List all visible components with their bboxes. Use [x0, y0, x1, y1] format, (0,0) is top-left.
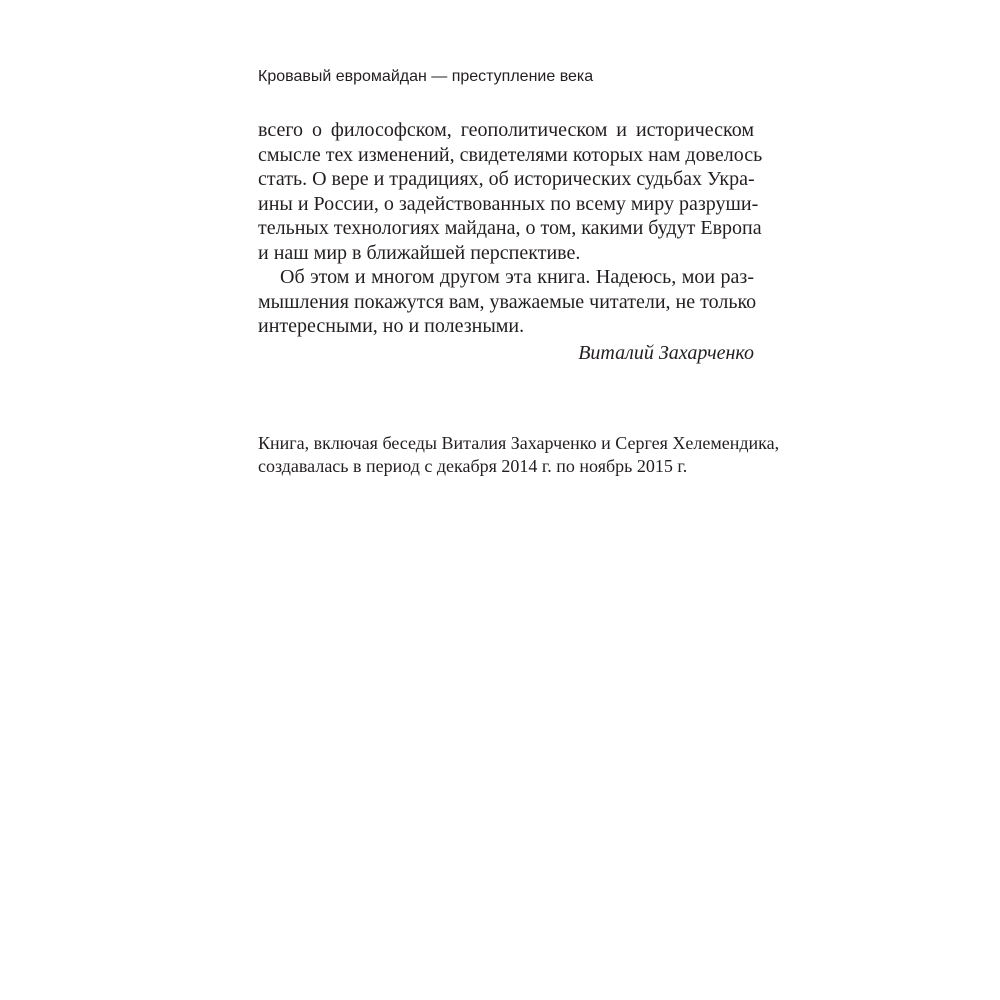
body-line: тельных технологиях майдана, о том, какими будут Европа — [258, 217, 762, 239]
body-line: интересными, но и полезными. — [258, 315, 525, 337]
running-head: Кровавый евромайдан — преступление века — [258, 68, 594, 85]
body-line: Об этом и многом другом эта книга. Надеюсь, мои раз- — [280, 266, 754, 288]
note-line: Книга, включая беседы Виталия Захарченко и Сергея Хелемендика, — [258, 433, 780, 453]
body-line: всего о философском, геополитическом и историческом — [258, 119, 754, 141]
body-line: и наш мир в ближайшей перспективе. — [258, 241, 581, 264]
publication-note — [258, 432, 780, 478]
author-signature: Виталий Захарченко — [578, 342, 754, 364]
body-text — [258, 118, 763, 339]
note-line: создавалась в период с декабря 2014 г. по ноябрь 2015 г. — [258, 456, 688, 476]
body-line: стать. О вере и традициях, об исторических судьбах Укра- — [258, 168, 755, 190]
body-line: смысле тех изменений, свидетелями которых нам довелось — [258, 143, 763, 166]
body-line: мышления покажутся вам, уважаемые читатели, не только — [258, 290, 757, 313]
body-line: ины и России, о задействованных по всему миру разруши- — [258, 192, 759, 215]
